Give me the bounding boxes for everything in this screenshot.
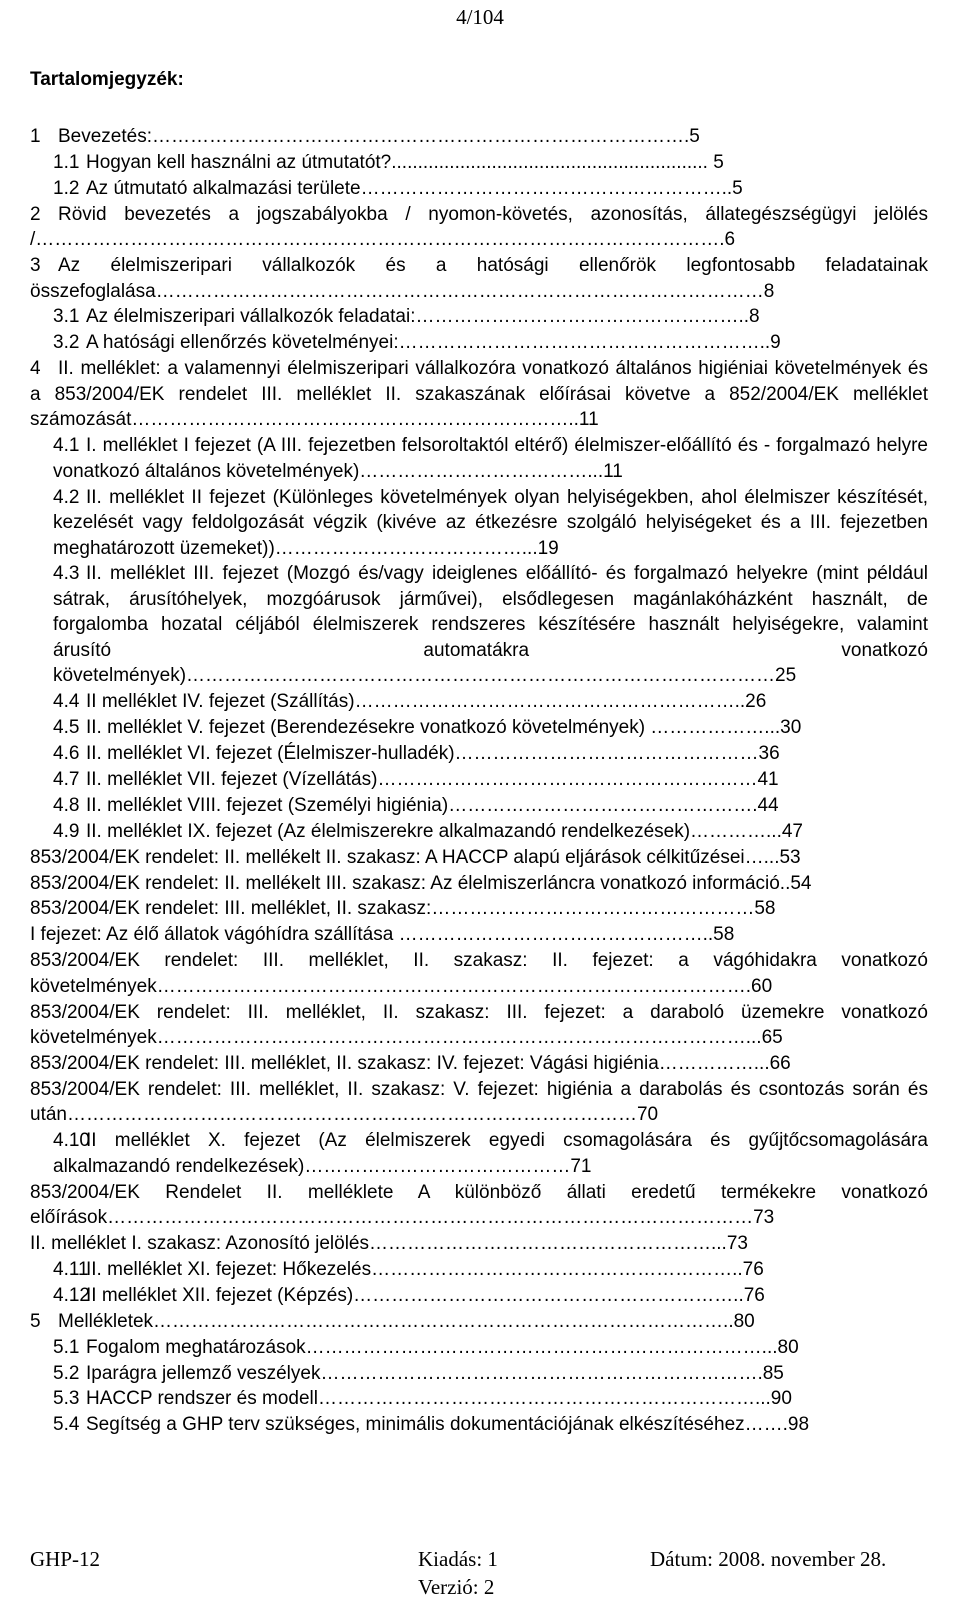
toc-entry-text: II. melléklet VIII. fejezet (Személyi higiénia)………………………………………….44 (86, 794, 779, 816)
toc-entry[interactable] (53, 793, 928, 819)
toc-entry[interactable] (53, 485, 928, 562)
toc-entry[interactable] (30, 948, 928, 999)
toc-entry[interactable] (53, 1386, 928, 1412)
toc-entry-text: 853/2004/EK rendelet: III. melléklet, II. szakasz: III. fejezet: a daraboló üzemekre vonatkozó követelmények…………………………………………………………………………………...65 (30, 1001, 928, 1049)
toc-entry-number: 4 (30, 358, 41, 380)
toc-entry-text: II. melléklet I. szakasz: Azonosító jelölés………………………………………………...73 (30, 1233, 748, 1255)
toc-entry-text: II. melléklet XI. fejezet: Hőkezelés…………………………………………………..76 (86, 1258, 764, 1280)
toc-entry[interactable] (53, 715, 928, 741)
footer-date: Dátum: 2008. november 28. (650, 1547, 887, 1571)
toc-entry-text: 853/2004/EK rendelet: III. melléklet, II. szakasz: V. fejezet: higiénia a darabolás és csontozás során és után………………………………………………………………………………70 (30, 1078, 928, 1126)
toc-entry-text: Fogalom meghatározások………………………………………………………………...80 (86, 1336, 799, 1358)
toc-entry-text: II melléklet X. fejezet (Az élelmiszerek egyedi csomagolására és gyűjtőcsomagolására alkalmazandó rendelkezések)……………………………………71 (53, 1130, 928, 1177)
toc-entry-number: 4.2 (53, 486, 80, 508)
toc-entry[interactable] (30, 1231, 928, 1257)
toc-entry-number: 1 (30, 126, 41, 147)
toc-entry[interactable] (30, 124, 928, 150)
toc-entry-text: Az élelmiszeripari vállalkozók és a hatósági ellenőrök legfontosabb feladatainak összefoglalása……………………………………………………………………………………8 (30, 255, 928, 302)
toc-entry[interactable] (53, 150, 928, 176)
toc-entry-number: 1.2 (53, 177, 80, 199)
toc-entry[interactable] (53, 1283, 928, 1309)
toc-entry[interactable] (30, 253, 928, 304)
toc-entry-text: 853/2004/EK rendelet: II. mellékelt III. szakasz: Az élelmiszerláncra vonatkozó információ..54 (30, 872, 812, 894)
toc-entry[interactable] (53, 1335, 928, 1361)
toc-entry-text: II melléklet XII. fejezet (Képzés)……………………………………………………..76 (86, 1284, 765, 1306)
toc-entry-number: 4.9 (53, 820, 80, 842)
toc-entry[interactable] (30, 896, 928, 922)
toc-title: Tartalomjegyzék: (30, 69, 184, 90)
toc-entry-text: Iparágra jellemző veszélyek…………………………………………………………….85 (86, 1362, 784, 1384)
toc-entry-number: 2 (30, 203, 41, 225)
page-footer (0, 1547, 960, 1607)
toc-entry-number: 1.1 (53, 151, 80, 173)
footer-issue: Kiadás: 1 (418, 1547, 498, 1571)
toc-entry-text: II melléklet IV. fejezet (Szállítás)……………………………………………………..26 (86, 691, 767, 713)
toc-entry-text: A hatósági ellenőrzés követelményei:…………………………………………………..9 (86, 332, 781, 354)
toc-entry[interactable] (53, 1128, 928, 1179)
toc-entry[interactable] (53, 1257, 928, 1283)
toc-entry-text: 853/2004/EK rendelet: II. mellékelt II. szakasz: A HACCP alapú eljárások célkitűzései…...53 (30, 846, 801, 868)
table-of-contents (30, 124, 928, 1438)
toc-entry-number: 4.3 (53, 563, 80, 585)
toc-entry-text: I. melléklet I fejezet (A III. fejezetben felsoroltaktól eltérő) élelmiszer-előállító és - forgalmazó helyre vonatkozó általános követelmények)………………………………...11 (53, 435, 928, 482)
toc-entry-text: II. melléklet IX. fejezet (Az élelmiszerekre alkalmazandó rendelkezések)…………...47 (86, 820, 803, 842)
toc-entry-text: II. melléklet III. fejezet (Mozgó és/vagy ideiglenes előállító- és forgalmazó helyekre (mint például sátrak, árusítóhelyek, mozgóárusok járművei), elsődlegesen magánlakóházként használt, de forgalomba hozatal céljából élelmiszerek rendszeres készítésére használt helyiségekre, valamint árusító automatákra vonatkozó követelmények)…………………………………………………………………………………25 (53, 563, 928, 687)
toc-entry[interactable] (30, 356, 928, 433)
toc-entry[interactable] (53, 176, 928, 202)
footer-doc-code: GHP-12 (30, 1547, 101, 1571)
toc-entry-text: II. melléklet: a valamennyi élelmiszeripari vállalkozóra vonatkozó általános higiéniai követelmények és a 853/2004/EK rendelet III. melléklet II. szakaszának előírásai követve a 852/2004/EK melléklet számozását……………………………………………………………..11 (30, 358, 928, 431)
toc-entry-text: HACCP rendszer és modell……………………………………………………………...90 (86, 1388, 792, 1410)
toc-entry[interactable] (53, 689, 928, 715)
toc-entry[interactable] (30, 1051, 928, 1077)
toc-entry[interactable] (30, 845, 928, 871)
toc-entry-number: 4.1 (53, 435, 80, 457)
toc-entry-number: 3.2 (53, 332, 80, 354)
toc-entry-text: I fejezet: Az élő állatok vágóhídra szállítása …………………………………………..58 (30, 924, 735, 946)
toc-entry-text: 853/2004/EK rendelet: III. melléklet, II. szakasz:……………………………………………58 (30, 898, 776, 920)
toc-entry-number: 4.11 (53, 1258, 89, 1280)
toc-entry-text: 853/2004/EK rendelet: III. melléklet, II. szakasz: IV. fejezet: Vágási higiénia……………...66 (30, 1052, 791, 1074)
toc-entry-number: 4.7 (53, 768, 80, 790)
toc-entry-text: Rövid bevezetés a jogszabályokba / nyomon-követés, azonosítás, állategészségügyi jelölés /……………………………………………………………………………………………….6 (30, 203, 928, 251)
toc-entry[interactable] (53, 1361, 928, 1387)
toc-entry-number: 4.5 (53, 717, 80, 739)
toc-entry-number: 4.8 (53, 794, 80, 816)
toc-entry-text: Mellékletek………………………………………………………………………………..80 (58, 1310, 755, 1332)
toc-entry-text: Bevezetés:………………………………………………………………………….5 (58, 126, 700, 147)
toc-entry[interactable] (30, 922, 928, 948)
toc-entry-number: 4.4 (53, 691, 80, 713)
toc-entry-text: Hogyan kell használni az útmutatót?............................................................ 5 (86, 151, 724, 173)
toc-entry[interactable] (53, 330, 928, 356)
toc-entry-number: 5 (30, 1310, 41, 1332)
toc-entry-number: 4.6 (53, 743, 80, 765)
toc-entry[interactable] (30, 1309, 928, 1335)
toc-entry-text: II. melléklet II fejezet (Különleges követelmények olyan helyiségekben, ahol élelmiszer készítését, kezelését vagy feldolgozását végzik (kivéve az étkezésre szolgáló helyiségeket és a III. fejezetben meghatározott üzemeket))…………………………………...19 (53, 486, 928, 559)
toc-entry-number: 5.4 (53, 1414, 80, 1436)
toc-entry[interactable] (30, 1180, 928, 1231)
toc-entry-text: Az útmutató alkalmazási területe…………………………………………………..5 (86, 177, 743, 199)
toc-entry[interactable] (53, 1412, 928, 1438)
toc-entry[interactable] (53, 433, 928, 484)
toc-entry-number: 3 (30, 255, 41, 277)
page-number: 4/104 (456, 5, 504, 29)
toc-entry[interactable] (53, 741, 928, 767)
footer-version: Verzió: 2 (418, 1575, 495, 1599)
toc-entry[interactable] (53, 304, 928, 330)
toc-entry-number: 3.1 (53, 306, 80, 328)
toc-entry[interactable] (53, 819, 928, 845)
toc-entry[interactable] (53, 561, 928, 689)
toc-entry[interactable] (53, 767, 928, 793)
toc-entry-text: 853/2004/EK Rendelet II. melléklete A különböző állati eredetű termékekre vonatkozó előírások…………………………………………………………………………………………73 (30, 1181, 928, 1229)
toc-entry-text: 853/2004/EK rendelet: III. melléklet, II. szakasz: II. fejezet: a vágóhidakra vonatkozó követelmények………………………………………………………………………………….60 (30, 950, 928, 997)
toc-entry[interactable] (30, 1000, 928, 1051)
toc-entry[interactable] (30, 1077, 928, 1128)
toc-entry-text: II. melléklet VI. fejezet (Élelmiszer-hulladék)…………………………………………36 (86, 743, 780, 765)
toc-entry-number: 5.3 (53, 1388, 80, 1410)
toc-entry-number: 5.1 (53, 1336, 80, 1358)
toc-entry-text: II. melléklet VII. fejezet (Vízellátás)……………………………………………………41 (86, 768, 779, 790)
toc-entry-number: 4.12 (53, 1284, 90, 1306)
toc-entry[interactable] (30, 202, 928, 253)
toc-entry-number: 5.2 (53, 1362, 80, 1384)
toc-entry-text: II. melléklet V. fejezet (Berendezésekre vonatkozó követelmények) ………………...30 (86, 717, 802, 739)
toc-entry[interactable] (30, 871, 928, 897)
toc-entry-text: Segítség a GHP terv szükséges, minimális dokumentációjának elkészítéséhez…….98 (86, 1414, 810, 1436)
toc-entry-text: Az élelmiszeripari vállalkozók feladatai:……………………………………………..8 (86, 306, 760, 328)
toc-entry-number: 4.10 (53, 1130, 90, 1152)
